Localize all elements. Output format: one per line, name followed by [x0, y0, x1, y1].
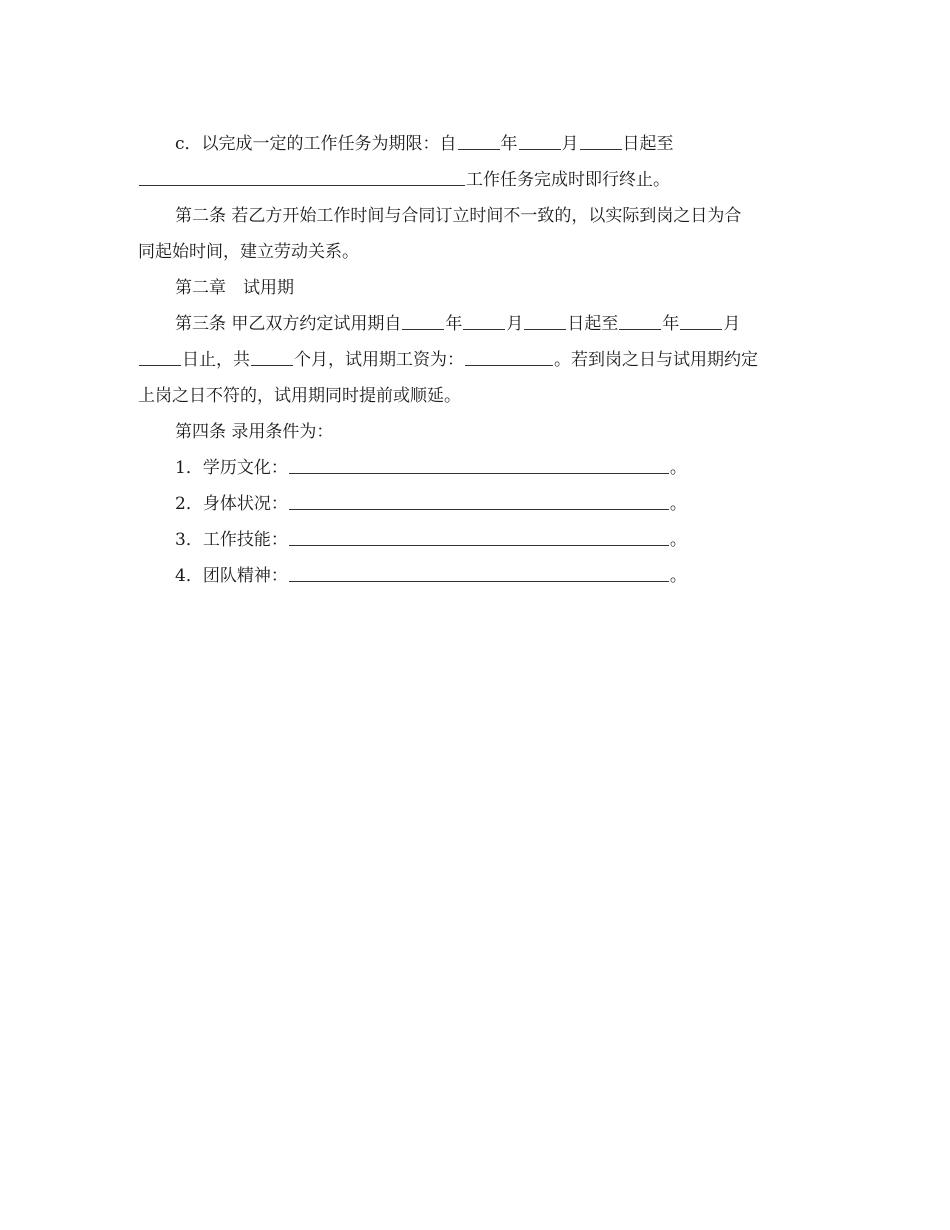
label-start-year: 年	[445, 314, 463, 334]
condition-blank	[289, 508, 669, 510]
article-2-line-2: 同起始时间，建立劳动关系。	[138, 242, 359, 262]
condition-end: 。	[669, 458, 687, 478]
blank-salary	[465, 364, 553, 366]
clause-c-suffix: 工作任务完成时即行终止。	[466, 170, 670, 190]
blank-task	[139, 184, 465, 186]
blank-year	[458, 148, 500, 150]
article-4-heading: 第四条 录用条件为：	[175, 422, 334, 442]
condition-label: 3．工作技能：	[175, 530, 288, 550]
condition-end: 。	[669, 530, 687, 550]
label-end-month: 月	[723, 314, 741, 334]
condition-label: 4．团队精神：	[175, 566, 288, 586]
condition-label: 1．学历文化：	[175, 458, 288, 478]
blank-end-day	[139, 364, 181, 366]
label-month: 月	[561, 134, 579, 154]
condition-end: 。	[669, 566, 687, 586]
label-end-year: 年	[662, 314, 680, 334]
label-months-salary: 个月，试用期工资为：	[294, 350, 464, 370]
condition-blank	[289, 580, 669, 582]
article-3-line-3: 上岗之日不符的，试用期同时提前或顺延。	[138, 386, 461, 406]
article-3-rest: 。若到岗之日与试用期约定	[554, 350, 758, 370]
label-day-to: 日起至	[622, 134, 674, 154]
label-year: 年	[500, 134, 518, 154]
condition-item	[138, 486, 810, 522]
condition-label: 2．身体状况：	[175, 494, 288, 514]
blank-month	[519, 148, 561, 150]
label-start-month: 月	[506, 314, 524, 334]
blank-start-day	[524, 328, 566, 330]
blank-months	[251, 364, 293, 366]
condition-item	[138, 522, 810, 558]
blank-day	[580, 148, 622, 150]
condition-blank	[289, 472, 669, 474]
term-clause-c	[138, 126, 810, 162]
term-clause-c-end	[138, 162, 810, 198]
clause-c-text: c．以完成一定的工作任务为期限：自	[175, 134, 457, 154]
chapter-2-heading: 第二章 试用期	[175, 278, 294, 298]
contract-body	[138, 126, 810, 594]
condition-end: 。	[669, 494, 687, 514]
condition-item	[138, 450, 810, 486]
label-day-end: 日止，共	[182, 350, 250, 370]
article-3-line-1	[138, 306, 810, 342]
condition-blank	[289, 544, 669, 546]
article-2-line-1: 第二条 若乙方开始工作时间与合同订立时间不一致的，以实际到岗之日为合	[175, 206, 742, 226]
blank-end-year	[619, 328, 661, 330]
blank-end-month	[680, 328, 722, 330]
article-3-text: 第三条 甲乙双方约定试用期自	[175, 314, 402, 334]
condition-item	[138, 558, 810, 594]
article-3-line-2	[138, 342, 810, 378]
blank-start-year	[402, 328, 444, 330]
blank-start-month	[463, 328, 505, 330]
label-day-to: 日起至	[567, 314, 619, 334]
